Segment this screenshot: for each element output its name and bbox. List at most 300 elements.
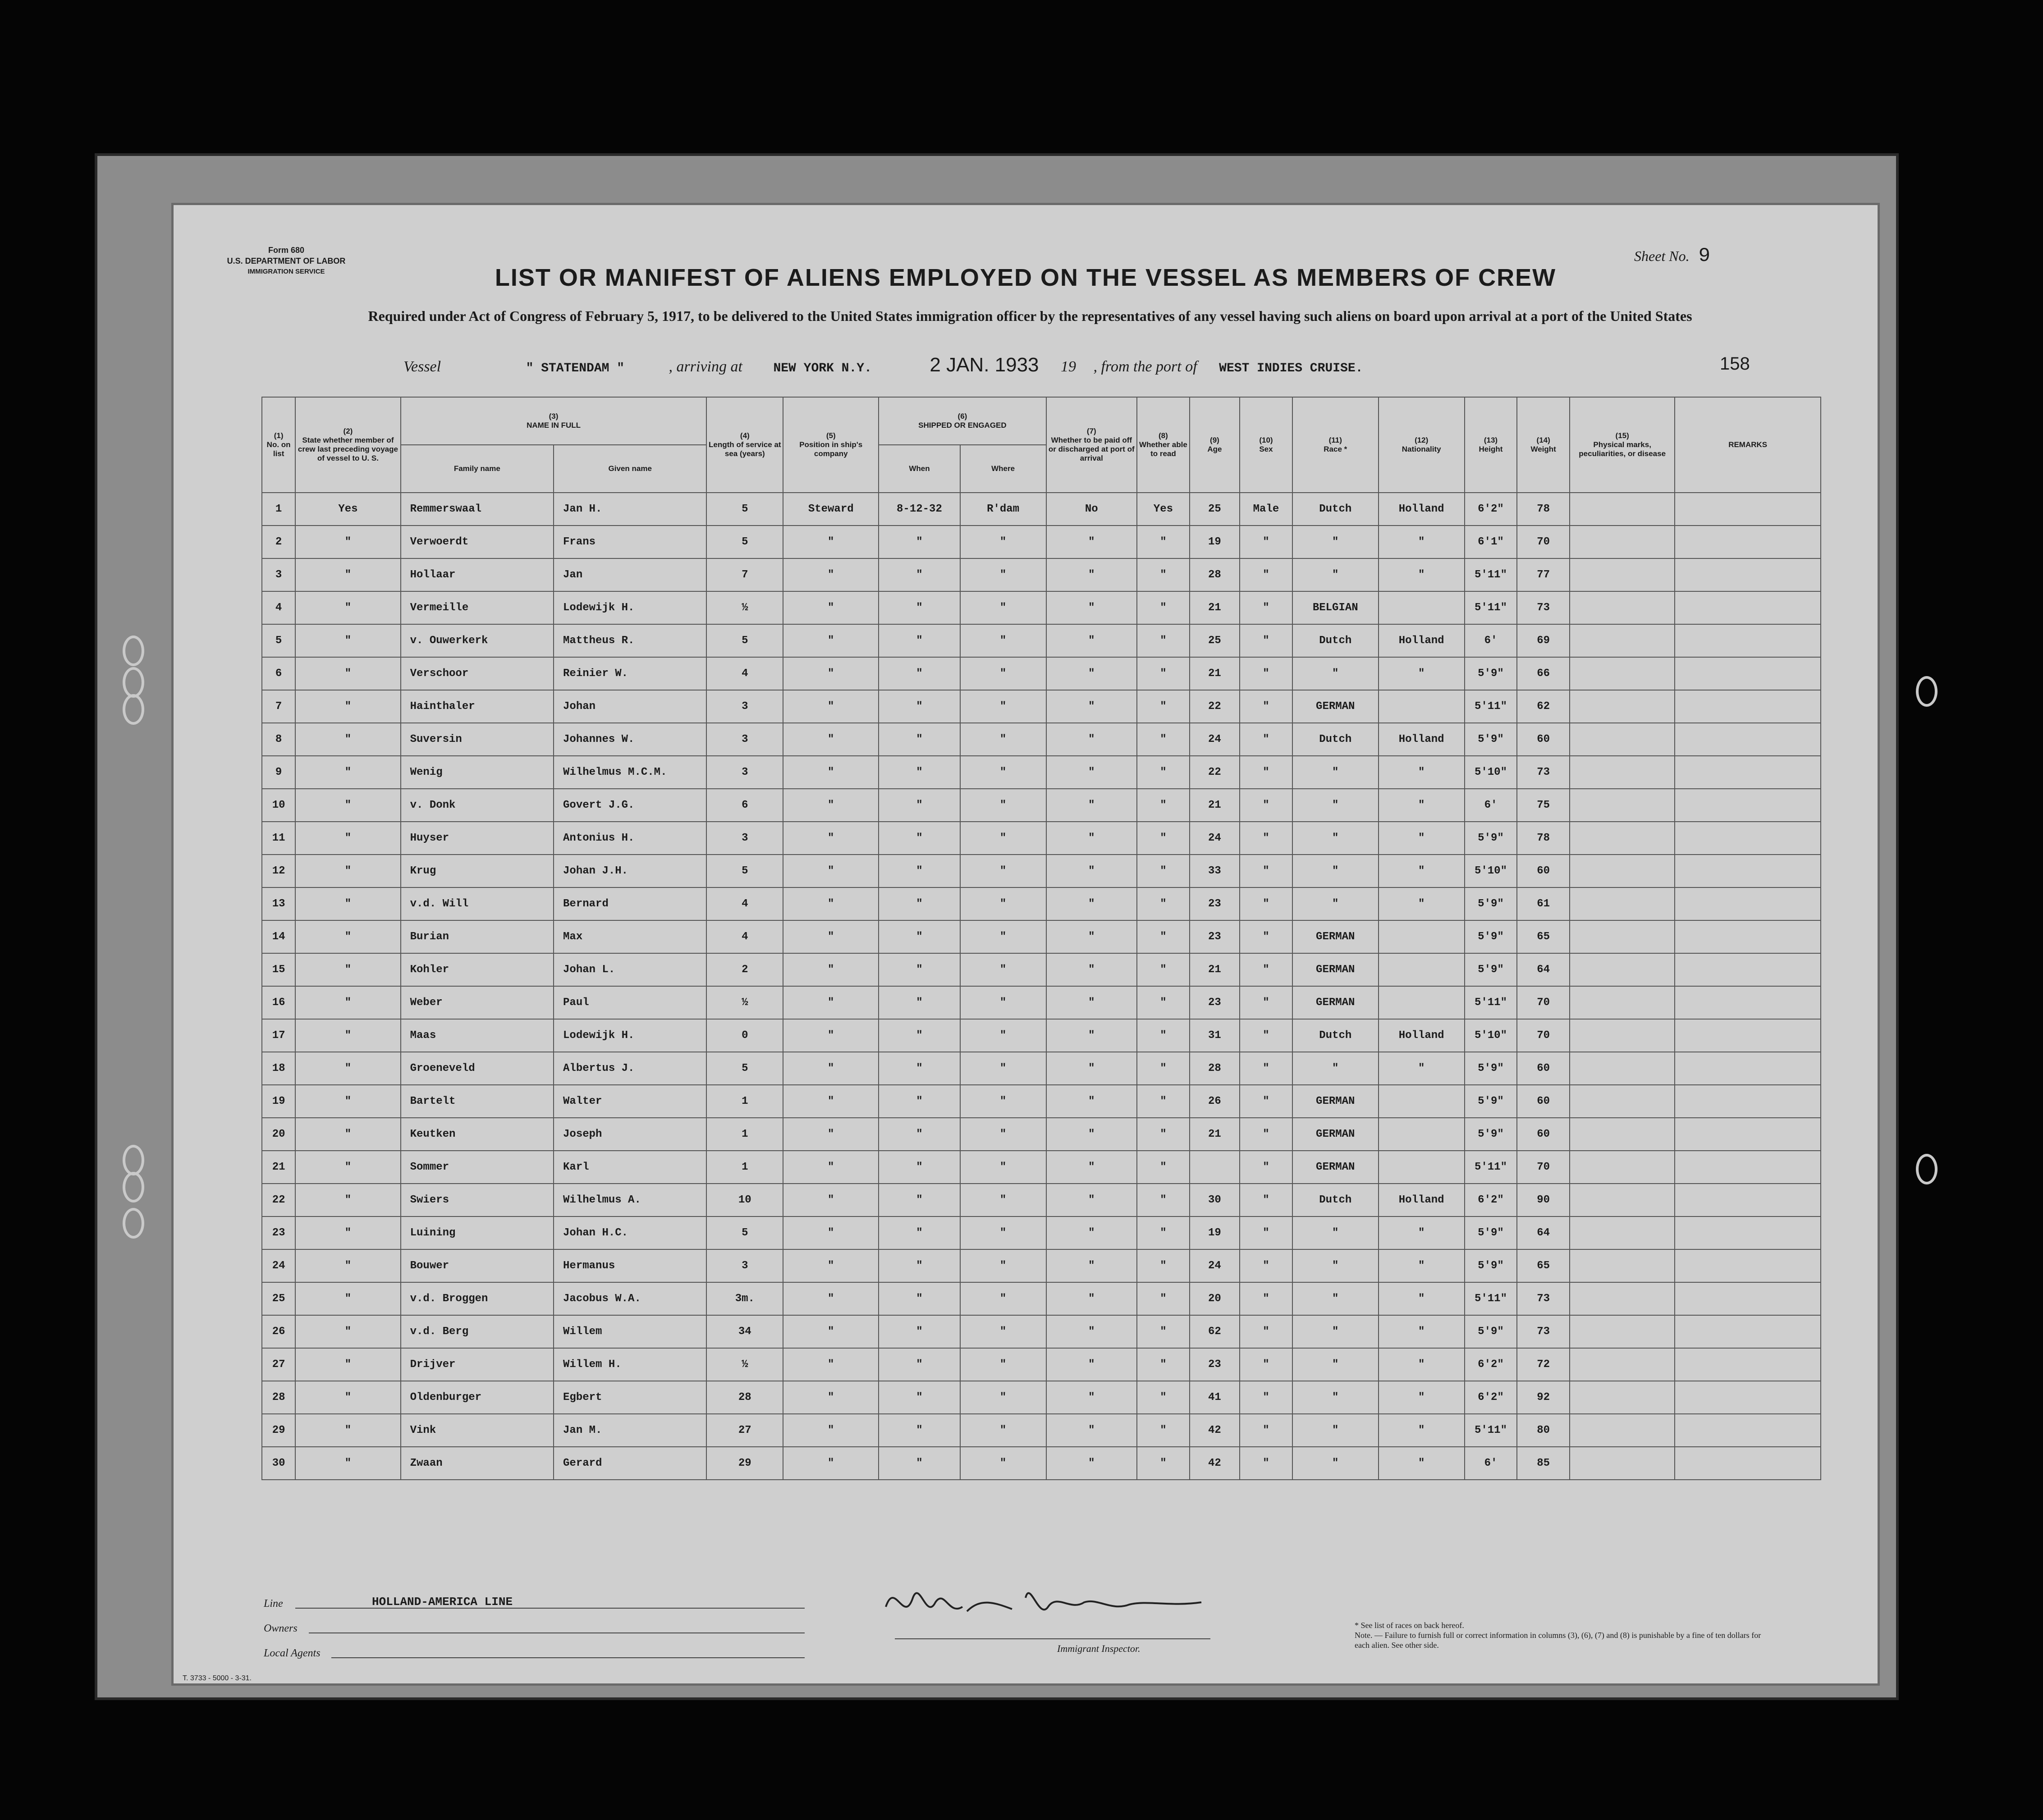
cell-weight: 60: [1517, 855, 1570, 887]
cell-height: 5'9": [1465, 1216, 1517, 1249]
cell-given: Jan M.: [554, 1414, 706, 1447]
sheet-no-value: 9: [1698, 245, 1711, 267]
cell-when: ": [879, 690, 960, 723]
cell-when: 8-12-32: [879, 493, 960, 526]
cell-given: Wilhelmus M.C.M.: [554, 756, 706, 789]
cell-physical-marks: [1570, 1216, 1675, 1249]
cell-weight: 66: [1517, 657, 1570, 690]
cell-where: ": [960, 1019, 1046, 1052]
cell-sex: ": [1240, 690, 1292, 723]
cell-prev: ": [295, 657, 400, 690]
cell-family: Swiers: [401, 1184, 554, 1216]
cell-when: ": [879, 986, 960, 1019]
col-header-position: (5) Position in ship's company: [783, 397, 879, 493]
table-row: [262, 591, 1821, 624]
cell-no: 30: [262, 1447, 295, 1480]
cell-nationality: ": [1379, 1216, 1465, 1249]
cell-weight: 73: [1517, 1282, 1570, 1315]
cell-service: 1: [706, 1085, 783, 1118]
cell-height: 5'11": [1465, 1414, 1517, 1447]
cell-age: 42: [1190, 1414, 1240, 1447]
cell-where: ": [960, 558, 1046, 591]
cell-height: 5'9": [1465, 953, 1517, 986]
cell-weight: 70: [1517, 986, 1570, 1019]
cell-given: Hermanus: [554, 1249, 706, 1282]
cell-given: Johan L.: [554, 953, 706, 986]
table-row: [262, 953, 1821, 986]
cell-when: ": [879, 1151, 960, 1184]
cell-race: Dutch: [1292, 624, 1379, 657]
cell-race: GERMAN: [1292, 953, 1379, 986]
col-header-weight: (14) Weight: [1517, 397, 1570, 493]
cell-prev: ": [295, 887, 400, 920]
cell-race: ": [1292, 1282, 1379, 1315]
cell-position: ": [783, 1052, 879, 1085]
cell-prev: ": [295, 789, 400, 822]
cell-when: ": [879, 822, 960, 855]
table-row: [262, 1348, 1821, 1381]
cell-sex: ": [1240, 1184, 1292, 1216]
cell-nationality: ": [1379, 756, 1465, 789]
cell-no: 19: [262, 1085, 295, 1118]
cell-read: Yes: [1137, 493, 1190, 526]
cell-sex: Male: [1240, 493, 1292, 526]
cell-read: ": [1137, 986, 1190, 1019]
cell-service: 3: [706, 1249, 783, 1282]
cell-no: 2: [262, 526, 295, 558]
manifest-sheet: [171, 203, 1880, 1686]
cell-race: ": [1292, 756, 1379, 789]
cell-remarks: [1675, 822, 1821, 855]
cell-sex: ": [1240, 1414, 1292, 1447]
cell-paid: ": [1046, 756, 1137, 789]
cell-sex: ": [1240, 887, 1292, 920]
cell-remarks: [1675, 690, 1821, 723]
cell-prev: ": [295, 1118, 400, 1151]
cell-no: 11: [262, 822, 295, 855]
cell-height: 5'9": [1465, 1249, 1517, 1282]
cell-remarks: [1675, 526, 1821, 558]
cell-age: 24: [1190, 822, 1240, 855]
cell-race: ": [1292, 1052, 1379, 1085]
cell-given: Antonius H.: [554, 822, 706, 855]
cell-service: 4: [706, 887, 783, 920]
cell-height: 5'9": [1465, 1118, 1517, 1151]
cell-position: ": [783, 1216, 879, 1249]
table-row: [262, 493, 1821, 526]
table-row: [262, 1249, 1821, 1282]
cell-prev: ": [295, 1447, 400, 1480]
cell-given: Gerard: [554, 1447, 706, 1480]
cell-service: 2: [706, 953, 783, 986]
cell-given: Johannes W.: [554, 723, 706, 756]
cell-given: Wilhelmus A.: [554, 1184, 706, 1216]
table-row: [262, 789, 1821, 822]
cell-family: Bouwer: [401, 1249, 554, 1282]
cell-nationality: [1379, 591, 1465, 624]
cell-race: GERMAN: [1292, 1118, 1379, 1151]
cell-no: 24: [262, 1249, 295, 1282]
cell-where: ": [960, 920, 1046, 953]
inspector-label: Immigrant Inspector.: [1057, 1643, 1141, 1654]
cell-service: 5: [706, 624, 783, 657]
department: U.S. DEPARTMENT OF LABOR: [227, 256, 346, 265]
binder-hole: [123, 667, 144, 698]
cell-read: ": [1137, 1348, 1190, 1381]
cell-sex: ": [1240, 1348, 1292, 1381]
cell-family: Oldenburger: [401, 1381, 554, 1414]
cell-race: ": [1292, 1447, 1379, 1480]
cell-race: ": [1292, 558, 1379, 591]
cell-age: 26: [1190, 1085, 1240, 1118]
cell-no: 21: [262, 1151, 295, 1184]
cell-read: ": [1137, 1315, 1190, 1348]
cell-when: ": [879, 1184, 960, 1216]
cell-given: Frans: [554, 526, 706, 558]
cell-no: 14: [262, 920, 295, 953]
cell-nationality: ": [1379, 789, 1465, 822]
cell-no: 18: [262, 1052, 295, 1085]
cell-sex: ": [1240, 1315, 1292, 1348]
cell-paid: ": [1046, 657, 1137, 690]
cell-read: ": [1137, 887, 1190, 920]
cell-sex: ": [1240, 920, 1292, 953]
cell-age: 22: [1190, 756, 1240, 789]
cell-age: 24: [1190, 723, 1240, 756]
cell-physical-marks: [1570, 624, 1675, 657]
cell-age: 19: [1190, 1216, 1240, 1249]
table-row: [262, 690, 1821, 723]
cell-race: ": [1292, 887, 1379, 920]
cell-race: Dutch: [1292, 493, 1379, 526]
cell-remarks: [1675, 855, 1821, 887]
agents-label: Local Agents: [264, 1647, 321, 1659]
cell-service: 3: [706, 690, 783, 723]
cell-where: ": [960, 1249, 1046, 1282]
cell-no: 7: [262, 690, 295, 723]
cell-family: Burian: [401, 920, 554, 953]
cell-age: 30: [1190, 1184, 1240, 1216]
cell-position: ": [783, 690, 879, 723]
cell-sex: ": [1240, 756, 1292, 789]
cell-position: ": [783, 1151, 879, 1184]
cell-age: 19: [1190, 526, 1240, 558]
table-row: [262, 1052, 1821, 1085]
cell-service: 28: [706, 1381, 783, 1414]
cell-read: ": [1137, 789, 1190, 822]
col-header-service: (4) Length of service at sea (years): [706, 397, 783, 493]
cell-read: ": [1137, 1447, 1190, 1480]
cell-race: ": [1292, 1381, 1379, 1414]
cell-given: Albertus J.: [554, 1052, 706, 1085]
cell-read: ": [1137, 1184, 1190, 1216]
cell-where: ": [960, 855, 1046, 887]
cell-physical-marks: [1570, 1118, 1675, 1151]
table-row: [262, 1151, 1821, 1184]
cell-given: Govert J.G.: [554, 789, 706, 822]
cell-remarks: [1675, 986, 1821, 1019]
cell-nationality: [1379, 1118, 1465, 1151]
cell-prev: ": [295, 822, 400, 855]
cell-prev: ": [295, 558, 400, 591]
cell-weight: 73: [1517, 756, 1570, 789]
year-label: 19: [1061, 358, 1076, 375]
table-row: [262, 1315, 1821, 1348]
cell-service: 3m.: [706, 1282, 783, 1315]
cell-read: ": [1137, 855, 1190, 887]
cell-nationality: [1379, 1085, 1465, 1118]
page-subtitle: Required under Act of Congress of February 5, 1917, to be delivered to the United States immigration officer by the representatives of any vessel having such aliens on board upon arrival at a port of the United States: [368, 308, 1692, 324]
cell-service: 10: [706, 1184, 783, 1216]
binder-hole: [123, 1208, 144, 1239]
cell-nationality: ": [1379, 1249, 1465, 1282]
cell-nationality: [1379, 953, 1465, 986]
cell-family: Hainthaler: [401, 690, 554, 723]
cell-weight: 70: [1517, 526, 1570, 558]
cell-read: ": [1137, 1282, 1190, 1315]
cell-nationality: ": [1379, 855, 1465, 887]
cell-service: ½: [706, 591, 783, 624]
cell-weight: 73: [1517, 1315, 1570, 1348]
cell-remarks: [1675, 756, 1821, 789]
table-row: [262, 624, 1821, 657]
cell-when: ": [879, 657, 960, 690]
cell-when: ": [879, 1085, 960, 1118]
cell-service: 5: [706, 855, 783, 887]
cell-given: Bernard: [554, 887, 706, 920]
cell-when: ": [879, 789, 960, 822]
cell-position: ": [783, 1414, 879, 1447]
manifest-body: [262, 493, 1821, 1480]
col-header-sex: (10) Sex: [1240, 397, 1292, 493]
cell-remarks: [1675, 1381, 1821, 1414]
table-row: [262, 1282, 1821, 1315]
cell-given: Max: [554, 920, 706, 953]
cell-nationality: Holland: [1379, 1019, 1465, 1052]
cell-nationality: Holland: [1379, 624, 1465, 657]
cell-no: 13: [262, 887, 295, 920]
cell-position: ": [783, 1447, 879, 1480]
cell-remarks: [1675, 1019, 1821, 1052]
cell-given: Lodewijk H.: [554, 591, 706, 624]
cell-physical-marks: [1570, 756, 1675, 789]
cell-family: Zwaan: [401, 1447, 554, 1480]
cell-nationality: ": [1379, 1381, 1465, 1414]
cell-when: ": [879, 1414, 960, 1447]
cell-position: ": [783, 986, 879, 1019]
cell-height: 6': [1465, 624, 1517, 657]
table-row: [262, 1184, 1821, 1216]
cell-position: ": [783, 1282, 879, 1315]
cell-prev: ": [295, 986, 400, 1019]
cell-where: ": [960, 526, 1046, 558]
cell-no: 8: [262, 723, 295, 756]
cell-remarks: [1675, 1315, 1821, 1348]
cell-race: ": [1292, 1315, 1379, 1348]
cell-service: 0: [706, 1019, 783, 1052]
col-header-when: When: [879, 445, 960, 493]
cell-no: 15: [262, 953, 295, 986]
cell-when: ": [879, 920, 960, 953]
cell-remarks: [1675, 789, 1821, 822]
cell-prev: ": [295, 756, 400, 789]
cell-physical-marks: [1570, 1085, 1675, 1118]
vessel-name: " STATENDAM ": [526, 361, 625, 375]
arrival-date: 2 JAN. 1933: [930, 354, 1039, 376]
cell-race: ": [1292, 789, 1379, 822]
cell-paid: ": [1046, 822, 1137, 855]
cell-position: ": [783, 1019, 879, 1052]
cell-no: 12: [262, 855, 295, 887]
cell-where: ": [960, 1414, 1046, 1447]
cell-height: 5'11": [1465, 690, 1517, 723]
cell-family: Sommer: [401, 1151, 554, 1184]
cell-paid: ": [1046, 690, 1137, 723]
cell-weight: 64: [1517, 1216, 1570, 1249]
cell-age: 42: [1190, 1447, 1240, 1480]
note-penalty: Note. — Failure to furnish full or correct information in columns (3), (6), (7) and (8) is punishable by a fine of ten dollars for each alien. See other side.: [1355, 1631, 1761, 1650]
cell-weight: 78: [1517, 493, 1570, 526]
cell-physical-marks: [1570, 657, 1675, 690]
table-row: [262, 1447, 1821, 1480]
cell-service: 5: [706, 493, 783, 526]
inspector-signature: [877, 1571, 1219, 1638]
crew-manifest-table: [261, 397, 1821, 1480]
cell-nationality: Holland: [1379, 723, 1465, 756]
cell-age: 33: [1190, 855, 1240, 887]
cell-physical-marks: [1570, 953, 1675, 986]
col-header-family-name: Family name: [401, 445, 554, 493]
cell-age: 21: [1190, 591, 1240, 624]
cell-race: Dutch: [1292, 1184, 1379, 1216]
cell-where: ": [960, 624, 1046, 657]
cell-physical-marks: [1570, 690, 1675, 723]
cell-race: GERMAN: [1292, 920, 1379, 953]
cell-age: 25: [1190, 624, 1240, 657]
binder-hole: [123, 1172, 144, 1203]
table-row: [262, 1381, 1821, 1414]
cell-age: 23: [1190, 986, 1240, 1019]
cell-race: ": [1292, 855, 1379, 887]
cell-physical-marks: [1570, 1052, 1675, 1085]
cell-height: 6'2": [1465, 1184, 1517, 1216]
table-row: [262, 822, 1821, 855]
cell-position: ": [783, 789, 879, 822]
cell-given: Joseph: [554, 1118, 706, 1151]
cell-position: ": [783, 1085, 879, 1118]
cell-weight: 85: [1517, 1447, 1570, 1480]
cell-no: 28: [262, 1381, 295, 1414]
cell-service: 5: [706, 1216, 783, 1249]
sheet-label: Sheet No.: [1634, 248, 1690, 264]
cell-family: Groeneveld: [401, 1052, 554, 1085]
cell-family: Kohler: [401, 953, 554, 986]
cell-age: 21: [1190, 953, 1240, 986]
cell-position: ": [783, 1118, 879, 1151]
cell-where: ": [960, 1447, 1046, 1480]
cell-sex: ": [1240, 1019, 1292, 1052]
cell-where: ": [960, 887, 1046, 920]
cell-race: Dutch: [1292, 723, 1379, 756]
cell-family: Wenig: [401, 756, 554, 789]
cell-prev: ": [295, 1052, 400, 1085]
table-row: [262, 756, 1821, 789]
cell-sex: ": [1240, 558, 1292, 591]
cell-height: 6': [1465, 789, 1517, 822]
cell-prev: ": [295, 1019, 400, 1052]
service: IMMIGRATION SERVICE: [247, 268, 325, 275]
cell-where: ": [960, 1118, 1046, 1151]
cell-family: v. Ouwerkerk: [401, 624, 554, 657]
cell-weight: 78: [1517, 822, 1570, 855]
cell-physical-marks: [1570, 1348, 1675, 1381]
cell-read: ": [1137, 1414, 1190, 1447]
cell-read: ": [1137, 690, 1190, 723]
cell-service: ½: [706, 1348, 783, 1381]
cell-when: ": [879, 1118, 960, 1151]
signature-rule: [895, 1638, 1210, 1639]
cell-family: Maas: [401, 1019, 554, 1052]
cell-height: 6'2": [1465, 493, 1517, 526]
binder-hole: [123, 1145, 144, 1175]
col-header-age: (9) Age: [1190, 397, 1240, 493]
col-header-name: (3) NAME IN FULL: [401, 397, 707, 445]
cell-remarks: [1675, 920, 1821, 953]
cell-paid: ": [1046, 789, 1137, 822]
cell-service: 5: [706, 526, 783, 558]
cell-where: ": [960, 986, 1046, 1019]
cell-where: ": [960, 723, 1046, 756]
binder-hole: [123, 694, 144, 725]
cell-race: Dutch: [1292, 1019, 1379, 1052]
cell-given: Jan: [554, 558, 706, 591]
cell-position: ": [783, 657, 879, 690]
cell-physical-marks: [1570, 920, 1675, 953]
cell-service: 7: [706, 558, 783, 591]
cell-family: Keutken: [401, 1118, 554, 1151]
cell-sex: ": [1240, 1052, 1292, 1085]
cell-race: ": [1292, 1414, 1379, 1447]
cell-family: Krug: [401, 855, 554, 887]
cell-family: Weber: [401, 986, 554, 1019]
cell-when: ": [879, 1019, 960, 1052]
voyage-line: [403, 354, 1363, 376]
table-row: [262, 1118, 1821, 1151]
cell-paid: ": [1046, 1315, 1137, 1348]
cell-prev: ": [295, 855, 400, 887]
cell-remarks: [1675, 558, 1821, 591]
cell-remarks: [1675, 1249, 1821, 1282]
cell-family: v. Donk: [401, 789, 554, 822]
cell-prev: ": [295, 723, 400, 756]
cell-position: ": [783, 526, 879, 558]
cell-when: ": [879, 624, 960, 657]
cell-read: ": [1137, 1019, 1190, 1052]
col-header-race: (11) Race *: [1292, 397, 1379, 493]
col-header-able-read: (8) Whether able to read: [1137, 397, 1190, 493]
col-header-physical-marks: (15) Physical marks, peculiarities, or disease: [1570, 397, 1675, 493]
cell-prev: ": [295, 1315, 400, 1348]
binder-hole: [1916, 1154, 1938, 1184]
cell-weight: 77: [1517, 558, 1570, 591]
cell-prev: ": [295, 1282, 400, 1315]
note-races: * See list of races on back hereof.: [1355, 1621, 1464, 1630]
cell-remarks: [1675, 1348, 1821, 1381]
cell-where: ": [960, 657, 1046, 690]
cell-prev: ": [295, 526, 400, 558]
cell-height: 6'2": [1465, 1348, 1517, 1381]
owners-label: Owners: [264, 1623, 298, 1634]
